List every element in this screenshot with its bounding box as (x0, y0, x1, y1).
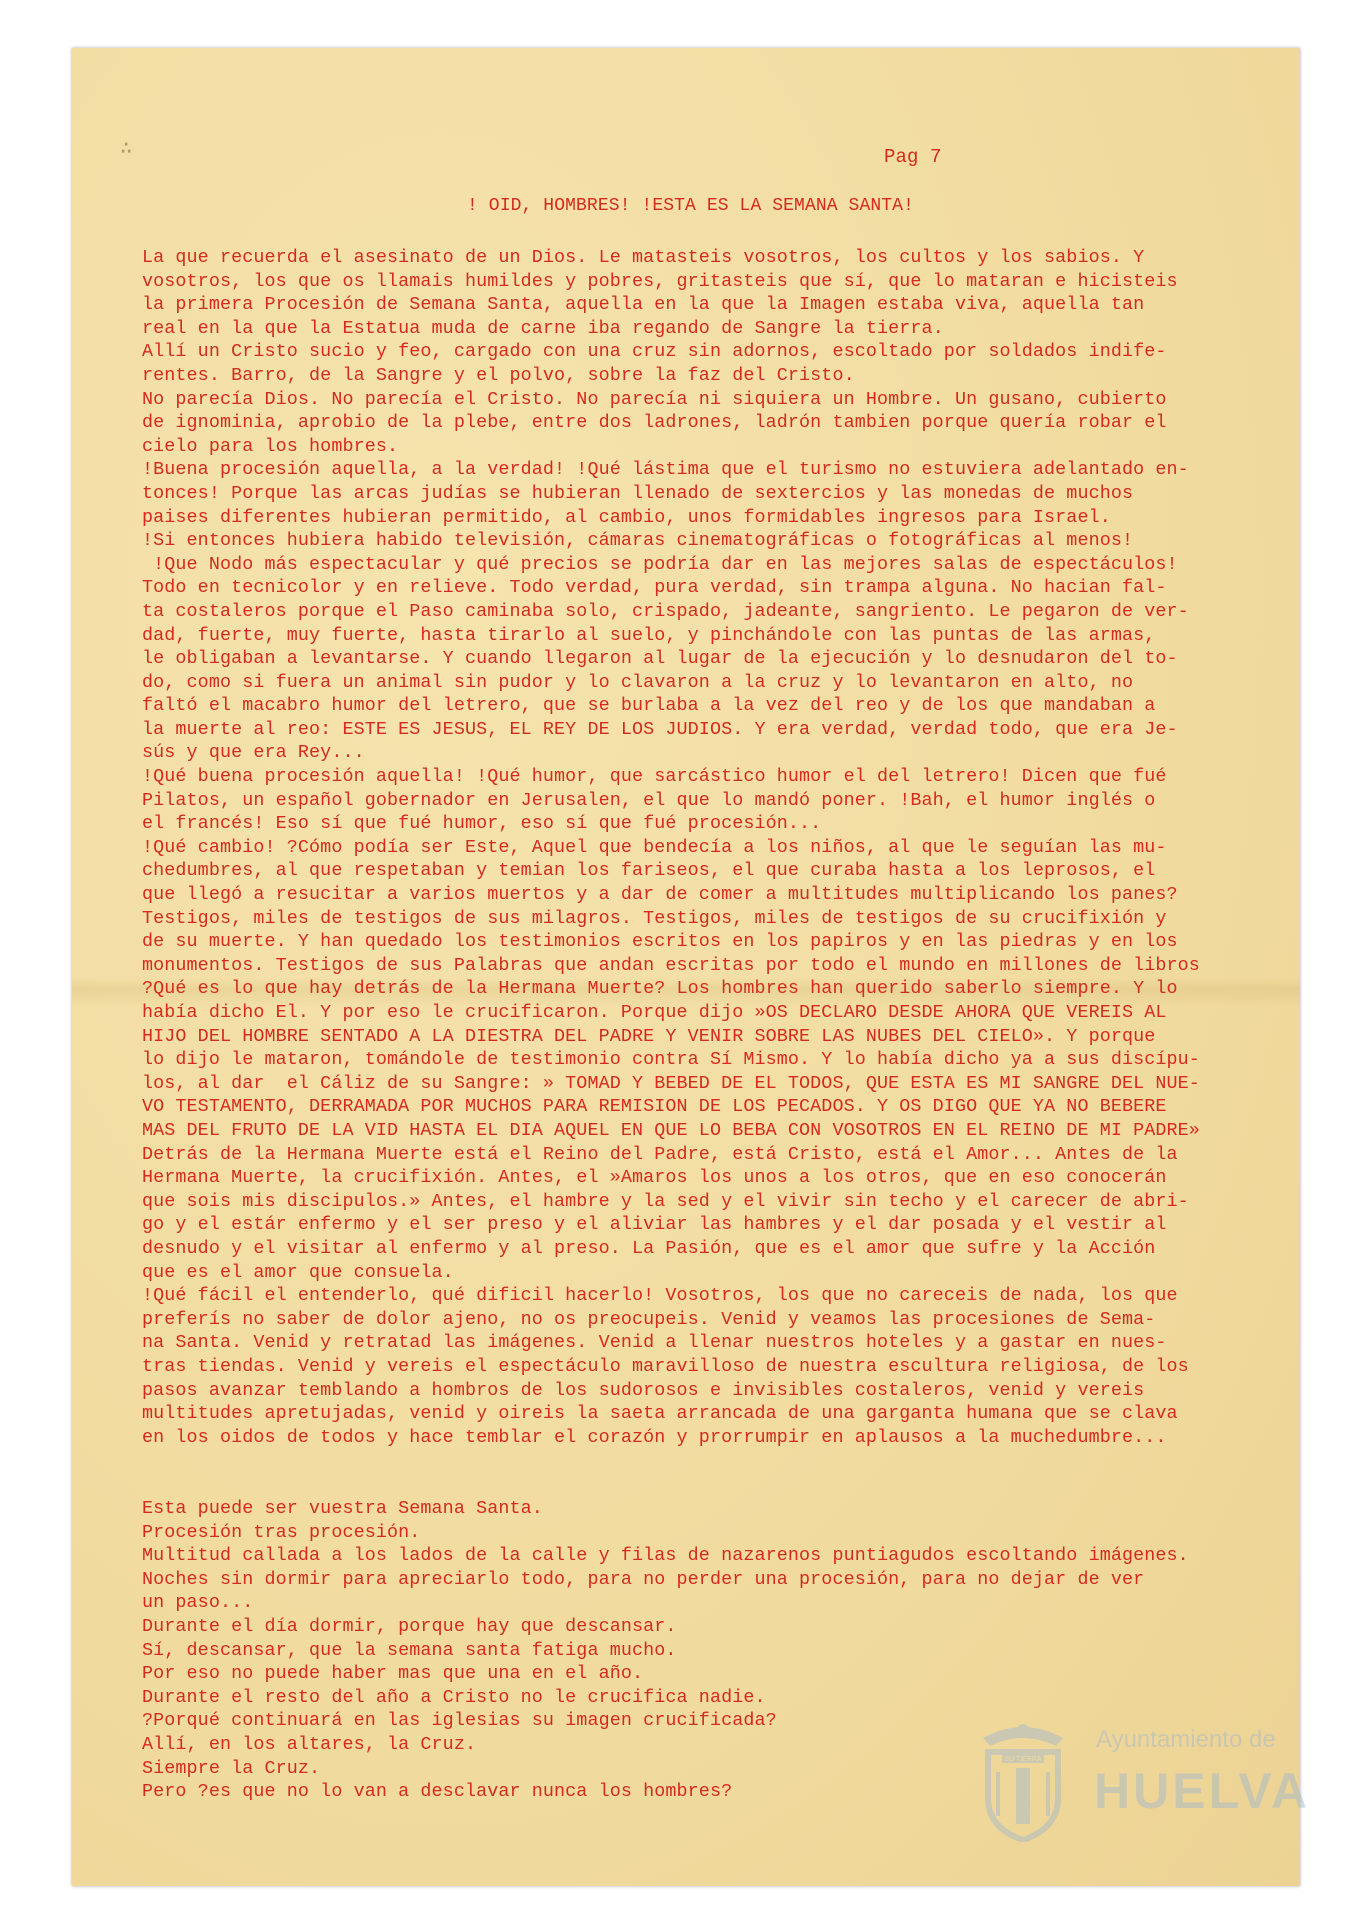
verse-line: Sí, descansar, que la semana santa fatiga mucho. (142, 1639, 677, 1661)
verse-line: Esta puede ser vuestra Semana Santa. (142, 1498, 543, 1519)
body-line: MAS DEL FRUTO DE LA VID HASTA EL DIA AQUEL EN QUE LO BEBA CON VOSOTROS EN EL REINO DE MI PADRE» (142, 1119, 1200, 1141)
body-line: tras tiendas. Venid y vereis el espectáculo maravilloso de nuestra escultura religiosa, de los (142, 1355, 1189, 1377)
body-line: tonces! Porque las arcas judías se hubieran llenado de sextercios y las monedas de muchos (142, 482, 1134, 504)
body-line: que sois mis discipulos.» Antes, el hambre y la sed y el vivir sin techo y el carecer de abri- (142, 1190, 1189, 1212)
smudge-mark: ∴ (120, 138, 133, 161)
body-line: !Buena procesión aquella, a la verdad! !Qué lástima que el turismo no estuviera adelantado en- (142, 459, 1189, 481)
body-line: vosotros, los que os llamais humildes y pobres, gritasteis que sí, que lo mataran e hicisteis (142, 270, 1178, 292)
body-line: Allí un Cristo sucio y feo, cargado con una cruz sin adornos, escoltado por soldados indife- (142, 341, 1167, 363)
watermark-line1: Ayuntamiento de (1096, 1726, 1276, 1753)
body-line: el francés! Eso sí que fué humor, eso sí que fué procesión... (142, 813, 822, 835)
body-line: chedumbres, al que respetaban y temian los fariseos, el que curaba hasta a los leprosos, el (142, 860, 1156, 882)
body-line: pasos avanzar temblando a hombros de los sudorosos e invisibles costaleros, venid y vereis (142, 1379, 1145, 1401)
crest-label: SU TIERRA (1004, 1756, 1042, 1763)
page-number: Pag 7 (884, 146, 942, 168)
watermark-line2: HUELVA (1094, 1763, 1311, 1819)
body-line: monumentos. Testigos de sus Palabras que andan escritas por todo el mundo en millones de libros (142, 954, 1200, 976)
verse-line: Allí, en los altares, la Cruz. (142, 1733, 477, 1755)
body-line: !Qué fácil el entenderlo, qué dificil hacerlo! Vosotros, los que no careceis de nada, los que (142, 1285, 1178, 1307)
body-line: La que recuerda el asesinato de un Dios. Le matasteis vosotros, los cultos y los sabios. Y (142, 247, 1145, 268)
body-line: la primera Procesión de Semana Santa, aquella en la que la Imagen estaba viva, aquella tan (142, 294, 1145, 316)
body-line: No parecía Dios. No parecía el Cristo. No parecía ni siquiera un Hombre. Un gusano, cubierto (142, 388, 1167, 410)
body-line: VO TESTAMENTO, DERRAMADA POR MUCHOS PARA REMISION DE LOS PECADOS. Y OS DIGO QUE YA NO BEBERE (142, 1096, 1167, 1118)
body-line: Detrás de la Hermana Muerte está el Reino del Padre, está Cristo, está el Amor... Antes de la (142, 1143, 1178, 1165)
body-line: de ignominia, aprobio de la plebe, entre dos ladrones, ladrón tambien porque quería robar el (142, 412, 1167, 434)
body-text (142, 246, 1282, 1449)
body-line: le obligaban a levantarse. Y cuando llegaron al lugar de la ejecución y lo desnudaron del to- (142, 648, 1178, 670)
verse-line: Durante el día dormir, porque hay que descansar. (142, 1615, 677, 1637)
watermark-logo (958, 1716, 1311, 1842)
body-line: cielo para los hombres. (142, 435, 399, 457)
body-line: HIJO DEL HOMBRE SENTADO A LA DIESTRA DEL PADRE Y VENIR SOBRE LAS NUBES DEL CIELO». Y porque (142, 1025, 1156, 1047)
body-line: Hermana Muerte, la crucifixión. Antes, el »Amaros los unos a los otros, que en eso conocerán (142, 1167, 1167, 1189)
body-line: la muerte al reo: ESTE ES JESUS, EL REY DE LOS JUDIOS. Y era verdad, verdad todo, que era Je- (142, 718, 1178, 740)
verse-line: Durante el resto del año a Cristo no le crucifica nadie. (142, 1686, 766, 1708)
body-line: ta costaleros porque el Paso caminaba solo, crispado, jadeante, sangriento. Le pegaron de ver- (142, 600, 1189, 622)
body-line: sús y que era Rey... (142, 742, 365, 764)
verse-line: Pero ?es que no lo van a desclavar nunca los hombres? (142, 1781, 733, 1803)
body-line: había dicho El. Y por eso le crucificaron. Porque dijo »OS DECLARO DESDE AHORA QUE VEREIS AL (142, 1002, 1167, 1023)
verse-line: Procesión tras procesión. (142, 1521, 421, 1543)
body-line: lo dijo le mataron, tomándole de testimonio contra Sí Mismo. Y lo había dicho ya a sus discípu- (142, 1049, 1200, 1071)
page-title: ! OID, HOMBRES! !ESTA ES LA SEMANA SANTA! (467, 196, 914, 216)
body-line: !Qué cambio! ?Cómo podía ser Este, Aquel que bendecía a los niños, al que le seguían las mu- (142, 836, 1167, 858)
body-line: preferís no saber de dolor ajeno, no os preocupeis. Venid y veamos las procesiones de Sema- (142, 1308, 1156, 1330)
body-line: Pilatos, un español gobernador en Jerusalen, el que lo mandó poner. !Bah, el humor inglés o (142, 789, 1156, 811)
body-line: rentes. Barro, de la Sangre y el polvo, sobre la faz del Cristo. (142, 364, 855, 386)
body-line: !Que Nodo más espectacular y qué precios se podría dar en las mejores salas de espectáculos! (142, 553, 1178, 575)
verse-line: Siempre la Cruz. (142, 1757, 321, 1779)
body-line: dad, fuerte, muy fuerte, hasta tirarlo al suelo, y pinchándole con las puntas de las armas, (142, 624, 1156, 646)
body-line: go y el estár enfermo y el ser preso y el aliviar las hambres y el dar posada y el vestir al (142, 1214, 1167, 1236)
body-line: paises diferentes hubieran permitido, al cambio, unos formidables ingresos para Israel. (142, 506, 1111, 528)
body-line: de su muerte. Y han quedado los testimonios escritos en los papiros y en las piedras y en los (142, 931, 1178, 953)
body-line: los, al dar el Cáliz de su Sangre: » TOMAD Y BEBED DE EL TODOS, QUE ESTA ES MI SANGRE DEL NUE- (142, 1072, 1200, 1094)
body-line: en los oidos de todos y hace temblar el corazón y prorrumpir en aplausos a la muchedumbre... (142, 1426, 1167, 1448)
body-line: na Santa. Venid y retratad las imágenes. Venid a llenar nuestros hoteles y a gastar en nues- (142, 1332, 1167, 1354)
body-line: do, como si fuera un animal sin pudor y lo clavaron a la cruz y lo levantaron en alto, no (142, 671, 1134, 693)
verse-line: Por eso no puede haber mas que una en el año. (142, 1663, 644, 1685)
verse-line: Multitud callada a los lados de la calle y filas de nazarenos puntiagudos escoltando imágenes. (142, 1545, 1189, 1567)
body-line: Testigos, miles de testigos de sus milagros. Testigos, miles de testigos de su crucifixión y (142, 907, 1167, 929)
body-line: ?Qué es lo que hay detrás de la Hermana Muerte? Los hombres han querido saberlo siempre. Y lo (142, 978, 1178, 1000)
body-line: real en la que la Estatua muda de carne iba regando de Sangre la tierra. (142, 317, 944, 339)
body-line: desnudo y el visitar al enfermo y al preso. La Pasión, que es el amor que sufre y la Acción (142, 1237, 1156, 1259)
body-line: !Qué buena procesión aquella! !Qué humor, que sarcástico humor el del letrero! Dicen que fué (142, 766, 1167, 788)
verse-line: un paso... (142, 1592, 254, 1614)
body-line: que es el amor que consuela. (142, 1261, 454, 1283)
body-line: Todo en tecnicolor y en relieve. Todo verdad, pura verdad, sin trampa alguna. No hacian fal- (142, 577, 1167, 599)
body-line: que llegó a resucitar a varios muertos y a dar de comer a multitudes multiplicando los panes? (142, 884, 1178, 906)
body-line: !Si entonces hubiera habido televisión, cámaras cinematográficas o fotográficas al menos! (142, 530, 1134, 552)
crest-icon (958, 1716, 1088, 1842)
verse-line: ?Porqué continuará en las iglesias su imagen crucificada? (142, 1710, 777, 1732)
verse-line: Noches sin dormir para apreciarlo todo, para no perder una procesión, para no dejar de ver (142, 1568, 1145, 1590)
body-line: faltó el macabro humor del letrero, que se burlaba a la vez del reo y de los que mandaban a (142, 695, 1156, 717)
body-line: multitudes apretujadas, venid y oireis la saeta arrancada de una garganta humana que se clava (142, 1403, 1178, 1425)
